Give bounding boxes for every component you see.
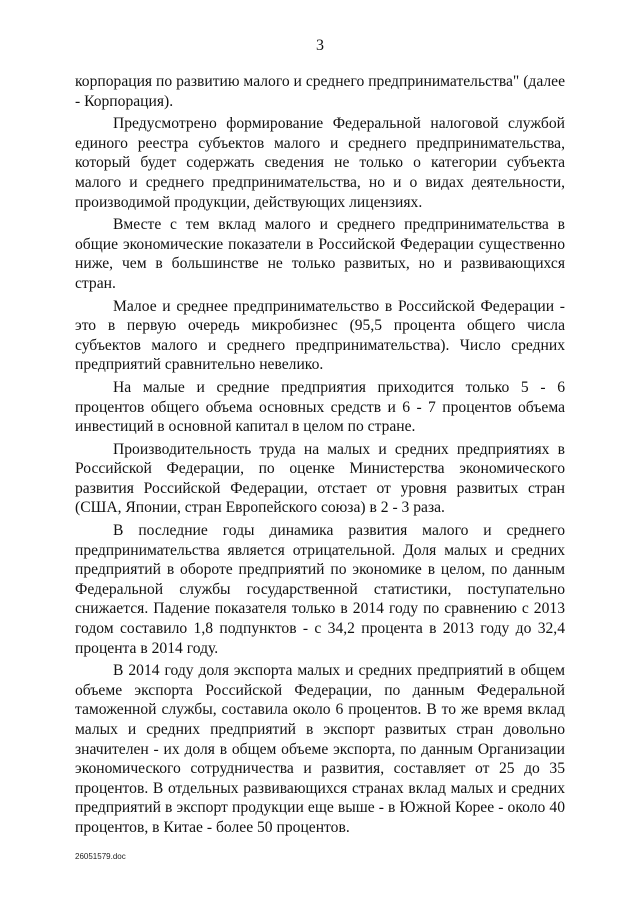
paragraph: Вместе с тем вклад малого и среднего предпринимательства в общие экономические показатели в Российской Федерации существенно ниже, чем в большинстве не только развитых, но и развивающихся стран. <box>75 216 565 292</box>
paragraph: Малое и среднее предпринимательство в Российской Федерации - это в первую очередь микробизнес (95,5 процента общего числа субъектов малого и среднего предпринимательства). Число средних предприятий сравнительно невелико. <box>75 297 565 374</box>
paragraph: На малые и средние предприятия приходится только 5 - 6 процентов общего объема основных средств и 6 - 7 процентов объема инвестиций в основной капитал в целом по стране. <box>75 378 565 436</box>
paragraph: Производительность труда на малых и средних предприятиях в Российской Федерации, по оценке Министерства экономического развития Российской Федерации, отстает от уровня развитых стран (США, Японии, стран Европейского союза) в 2 - 3 раза. <box>75 440 565 517</box>
paragraph: В 2014 году доля экспорта малых и средних предприятий в общем объеме экспорта Российской Федерации, по данным Федеральной таможенной службы, составила около 6 процентов. В то же время вклад малых и средних предприятий в экспорт развитых стран довольно значителен - их доля в общем объеме экспорта, по данным Организации экономического сотрудничества и развития, составляет от 25 до 35 процентов. В отдельных развивающихся странах вклад малых и средних предприятий в экспорт продукции еще выше - в Южной Корее - около 40 процентов, в Китае - более 50 процентов. <box>75 662 565 836</box>
document-file-code: 26051579.doc <box>75 852 126 861</box>
paragraph: В последние годы динамика развития малого и среднего предпринимательства является отрицательной. Доля малых и средних предприятий в обороте предприятий по экономике в целом, по данным Федеральной службы государственной статистики, поступательно снижается. Падение показателя только в 2014 году по сравнению с 2013 годом составило 1,8 подпунктов - с 34,2 процента в 2013 году до 32,4 процента в 2014 году. <box>75 522 565 657</box>
page-number: 3 <box>316 37 324 54</box>
paragraph: Предусмотрено формирование Федеральной налоговой службой единого реестра субъектов малого и среднего предпринимательства, который будет содержать сведения не только о категории субъекта малого и среднего предпринимательства, но и о видах деятельности, производимой продукции, действующих лицензиях. <box>75 115 565 211</box>
document-body <box>75 72 565 841</box>
paragraph: корпорация по развитию малого и среднего предпринимательства" (далее - Корпорация). <box>75 73 565 110</box>
